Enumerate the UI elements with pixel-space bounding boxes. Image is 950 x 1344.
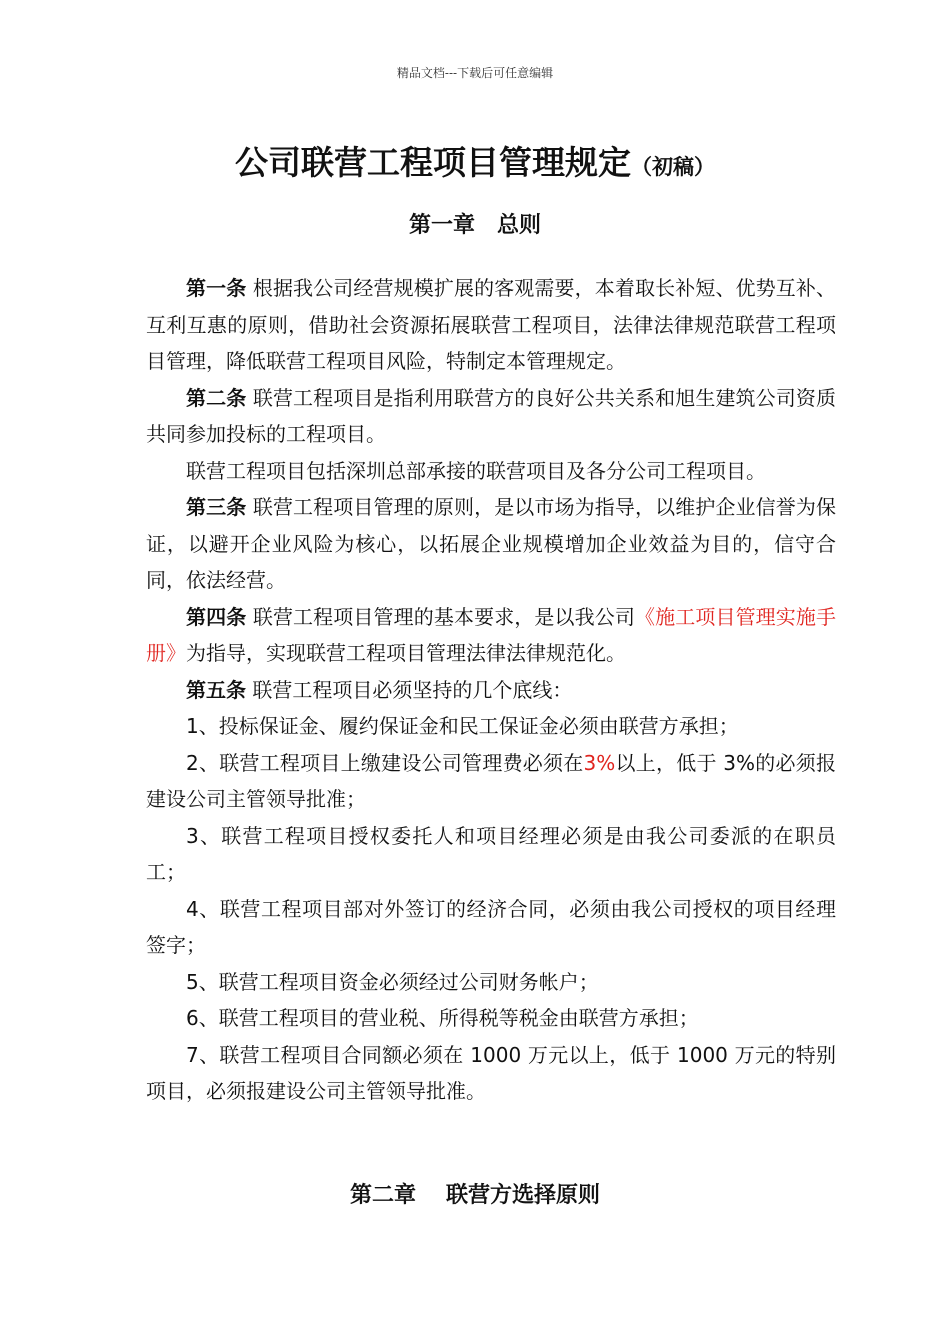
title-main: 公司联营工程项目管理规定 bbox=[235, 143, 631, 182]
fee-percentage: 3% bbox=[583, 750, 616, 775]
article-3 bbox=[146, 489, 836, 599]
article-text: 联营工程项目管理的原则，是以市场为指导，以维护企业信誉为保证，以避开企业风险为核心，以拓展企业规模增加企业效益为目的，信守合同，依法经营。 bbox=[146, 495, 837, 592]
chapter-2-heading bbox=[0, 1178, 950, 1209]
article-label: 第一条 bbox=[186, 276, 247, 300]
article-text: 联营工程项目是指利用联营方的良好公共关系和旭生建筑公司资质共同参加投标的工程项目。 bbox=[146, 385, 837, 446]
article-text: 联营工程项目管理的基本要求，是以我公司 bbox=[252, 604, 635, 629]
list-item-4: 4、联营工程项目部对外签订的经济合同，必须由我公司授权的项目经理签字； bbox=[146, 896, 836, 957]
document-title bbox=[0, 137, 950, 184]
list-item-1: 1、投标保证金、履约保证金和民工保证金必须由联营方承担； bbox=[186, 714, 739, 738]
article-label: 第二条 bbox=[186, 385, 247, 410]
chapter-1-number: 第一章 bbox=[408, 213, 475, 238]
article-text: 根据我公司经营规模扩展的客观需要，本着取长补短、优势互补、互利互惠的原则，借助社会资源拓展联营工程项目，法律法律规范联营工程项目管理，降低联营工程项目风险，特制定本管理规定。 bbox=[146, 276, 837, 373]
manual-reference: 《施工项目管理实施手册》 bbox=[146, 604, 837, 665]
list-item-5: 5、联营工程项目资金必须经过公司财务帐户； bbox=[186, 969, 599, 994]
article-1 bbox=[146, 270, 836, 380]
article-label: 第四条 bbox=[186, 604, 247, 629]
list-item-6: 6、联营工程项目的营业税、所得税等税金由联营方承担； bbox=[186, 1006, 699, 1030]
list-item-3: 3、联营工程项目授权委托人和项目经理必须是由我公司委派的在职员工； bbox=[146, 823, 836, 884]
article-5 bbox=[146, 672, 836, 709]
chapter-2-number: 第二章 bbox=[349, 1183, 416, 1208]
title-subtitle: （初稿） bbox=[631, 154, 715, 179]
list-item-7: 7、联营工程项目合同额必须在 1000 万元以上，低于 1000 万元的特别项目，必须报建设公司主管领导批准。 bbox=[146, 1042, 836, 1103]
chapter-1-name: 总则 bbox=[497, 213, 542, 238]
article-label: 第三条 bbox=[186, 495, 247, 519]
document-body bbox=[146, 270, 836, 1110]
article-text-tail: 为指导，实现联营工程项目管理法律法律规范化。 bbox=[186, 641, 626, 665]
article-2 bbox=[146, 380, 836, 453]
article-label: 第五条 bbox=[186, 677, 246, 702]
page-header: 精品文档---下载后可任意编辑 bbox=[396, 66, 554, 80]
list-item-2: 2、联营工程项目上缴建设公司管理费必须在3%以上，低于 3%的必须报建设公司主管领导批准； bbox=[146, 750, 836, 811]
chapter-2-name: 联营方选择原则 bbox=[446, 1183, 601, 1208]
article-2-note: 联营工程项目包括深圳总部承接的联营项目及各分公司工程项目。 bbox=[186, 458, 766, 483]
article-4 bbox=[146, 599, 836, 672]
chapter-1-heading bbox=[0, 208, 950, 239]
article-text: 联营工程项目必须坚持的几个底线： bbox=[252, 677, 573, 702]
